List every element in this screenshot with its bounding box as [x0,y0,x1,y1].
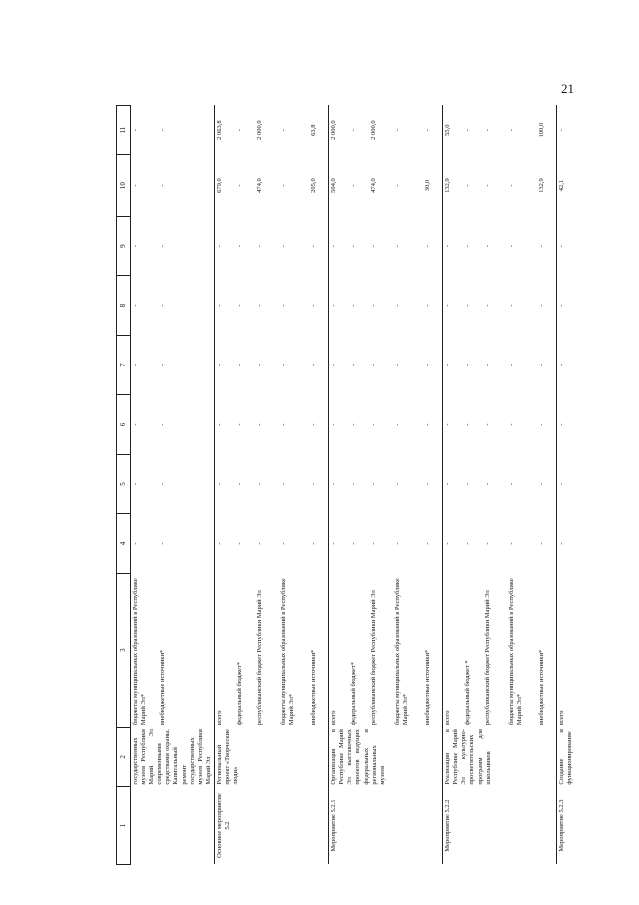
funding-source-cell: бюджеты муниципальных образований в Республике Марий Эл* [507,578,523,726]
value-cell: - [330,304,337,307]
value-cell: 2 000,0 [330,120,337,140]
value-cell: - [507,304,515,307]
value-cell: - [483,423,491,426]
value-cell: - [330,423,337,426]
value-cell: - [393,542,401,545]
budget-table [116,105,597,865]
value-cell: - [483,129,491,132]
value-cell: - [279,363,287,367]
value-cell: - [558,129,565,132]
value-cell: - [131,363,139,367]
value-cell: - [159,304,167,307]
value-cell: 2 000,0 [255,120,263,140]
column-header: 11 [117,106,131,155]
value-cell: - [131,304,139,307]
value-cell: - [483,244,491,248]
value-cell: - [483,482,491,486]
value-cell: - [483,363,491,367]
value-cell: - [349,184,357,187]
value-cell: - [393,482,401,486]
value-cell: - [369,542,377,545]
value-cell: - [393,363,401,367]
value-cell: - [463,423,471,426]
value-cell: - [159,363,167,367]
value-cell: 474,0 [369,178,377,193]
value-cell: - [463,244,471,248]
value-cell: - [423,244,431,248]
value-cell: - [216,244,223,248]
value-cell: - [159,129,167,132]
table-header-row [117,106,131,865]
funding-source-cell: бюджеты муниципальных образований в Республике Марий Эл* [131,578,147,726]
activity-name-cell: Создание и функционирование [558,729,574,785]
value-cell: - [537,542,545,545]
value-cell: - [369,304,377,307]
column-header: 4 [117,514,131,573]
value-cell: - [349,363,357,367]
column-header: 9 [117,216,131,275]
value-cell: - [255,542,263,545]
value-cell: - [279,184,287,187]
funding-source-cell: бюджеты муниципальных образований в Республике Марий Эл* [279,578,295,726]
value-cell: - [216,423,223,426]
value-cell: - [309,482,317,486]
value-cell: - [537,244,545,248]
value-cell: - [423,129,431,132]
table-row [557,106,597,865]
value-cell: - [235,129,243,132]
value-cell: - [159,482,167,486]
value-cell: - [369,482,377,486]
value-cell: - [463,363,471,367]
value-cell: - [131,129,139,132]
activity-name-cell: Реализация в Республике Марий Эл культурно-просветительских программ для школьников [444,729,492,785]
value-cell: - [235,542,243,545]
value-cell: - [235,423,243,426]
value-cell: - [349,244,357,248]
value-cell: 132,9 [537,178,545,193]
value-cell: - [279,482,287,486]
value-cell: - [369,363,377,367]
page-number: 21 [561,81,574,96]
value-cell: - [558,304,565,307]
value-cell: - [349,482,357,486]
value-cell: - [444,423,451,426]
value-cell: - [558,363,565,367]
funding-source-cell: республиканский бюджет Республики Марий Эл [255,590,263,726]
value-cell: - [537,304,545,307]
funding-source-cell: всего [444,710,451,726]
funding-source-cell: внебюджетные источники* [309,649,317,726]
value-cell: - [309,542,317,545]
table-row [329,106,349,865]
value-cell: - [507,482,515,486]
column-header: 6 [117,395,131,454]
value-cell: - [558,423,565,426]
value-cell: - [235,363,243,367]
value-cell: 679,0 [216,178,223,193]
value-cell: - [369,244,377,248]
value-cell: - [309,244,317,248]
value-cell: - [483,184,491,187]
value-cell: - [235,184,243,187]
value-cell: - [423,304,431,307]
activity-name-cell: Организация в Республике Марий Эл выставочных проектов ведущих федеральных и региональных музеев [330,729,386,785]
value-cell: - [159,184,167,187]
value-cell: 100,0 [537,122,545,138]
table-row [443,106,463,865]
value-cell: - [369,423,377,426]
funding-source-cell: республиканский бюджет Республики Марий Эл [369,590,377,726]
value-cell: - [309,304,317,307]
value-cell: - [444,244,451,248]
value-cell: - [349,304,357,307]
value-cell: - [216,304,223,307]
value-cell: - [131,244,139,248]
value-cell: 55,0 [444,124,451,136]
value-cell: - [279,423,287,426]
value-cell: - [444,363,451,367]
value-cell: - [131,184,139,187]
value-cell: - [507,423,515,426]
value-cell: - [131,482,139,486]
column-header: 3 [117,573,131,727]
value-cell: - [463,304,471,307]
value-cell: - [349,129,357,132]
value-cell: - [235,244,243,248]
column-header: 5 [117,454,131,513]
value-cell: - [507,542,515,545]
value-cell: 474,0 [255,178,263,193]
funding-source-cell: всего [330,710,337,726]
value-cell: - [393,304,401,307]
value-cell: - [558,542,565,545]
value-cell: - [423,542,431,545]
value-cell: - [463,184,471,187]
value-cell: - [235,482,243,486]
value-cell: - [255,482,263,486]
funding-source-cell: всего [216,710,223,726]
value-cell: - [393,244,401,248]
activity-code-cell: Мероприятие 5.2.1 [330,799,337,852]
value-cell: - [483,304,491,307]
value-cell: - [330,244,337,248]
value-cell: - [159,244,167,248]
value-cell: - [507,244,515,248]
funding-source-cell: федеральный бюджет* [235,662,243,726]
value-cell: 42,1 [558,179,565,192]
value-cell: - [159,542,167,545]
value-cell: - [483,542,491,545]
value-cell: - [393,129,401,132]
value-cell: - [393,184,401,187]
value-cell: - [309,423,317,426]
value-cell: - [159,423,167,426]
activity-code-cell: Мероприятие 5.2.2 [444,799,451,852]
value-cell: - [216,542,223,545]
value-cell: 63,8 [309,124,317,136]
funding-source-cell: внебюджетные источники* [537,649,545,726]
value-cell: - [216,363,223,367]
funding-source-cell: федеральный бюджет* [349,662,357,726]
value-cell: - [423,423,431,426]
funding-source-cell: бюджеты муниципальных образований в Республике Марий Эл* [393,578,409,726]
value-cell: - [423,363,431,367]
table-row [215,106,235,865]
value-cell: - [444,482,451,486]
value-cell: - [131,423,139,426]
value-cell: - [255,423,263,426]
value-cell: - [349,423,357,426]
activity-code-cell [130,787,214,865]
value-cell: - [507,129,515,132]
funding-source-cell: всего [558,710,565,726]
value-cell: - [216,482,223,486]
value-cell: - [330,482,337,486]
column-header: 10 [117,155,131,217]
value-cell: - [507,184,515,187]
value-cell: - [444,542,451,545]
funding-source-cell: внебюджетные источники* [159,649,167,726]
activity-code-cell: Мероприятие 5.2.3 [558,799,565,852]
value-cell: - [279,304,287,307]
value-cell: - [537,423,545,426]
value-cell: 2 000,0 [369,120,377,140]
value-cell: - [131,542,139,545]
column-header: 8 [117,276,131,335]
value-cell: - [330,363,337,367]
value-cell: - [463,129,471,132]
value-cell: - [423,482,431,486]
column-header: 2 [117,727,131,786]
value-cell: - [330,542,337,545]
value-cell: - [463,542,471,545]
value-cell: 205,0 [309,178,317,193]
column-header: 1 [117,787,131,865]
value-cell: - [558,244,565,248]
value-cell: - [279,244,287,248]
value-cell: 132,9 [444,178,451,193]
activity-code-cell: Основное мероприятие 5.2 [216,793,232,858]
value-cell: - [537,363,545,367]
value-cell: 30,0 [423,179,431,192]
value-cell: - [255,304,263,307]
activity-name-cell: Региональный проект «Творческие люди» [216,729,240,785]
value-cell: - [235,304,243,307]
value-cell: - [558,482,565,486]
value-cell: - [507,363,515,367]
value-cell: - [349,542,357,545]
value-cell: - [279,542,287,545]
value-cell: - [255,244,263,248]
value-cell: 504,0 [330,178,337,193]
value-cell: - [463,482,471,486]
value-cell: - [393,423,401,426]
column-header: 7 [117,335,131,394]
funding-source-cell: республиканский бюджет Республики Марий Эл [483,590,491,726]
value-cell: - [279,129,287,132]
value-cell: - [255,363,263,367]
value-cell: 2 063,8 [216,120,223,140]
value-cell: - [309,363,317,367]
table-row [130,106,158,865]
funding-source-cell: внебюджетные источники* [423,649,431,726]
value-cell: - [537,482,545,486]
value-cell: - [444,304,451,307]
funding-source-cell: федеральный бюджет * [463,660,471,726]
rotated-table-container [116,105,572,865]
activity-name-cell: государственных музеев Республики Марий Эл современными средствами охраны. Капитальный ремонт государственных музеев Республики Марий Эл [131,729,212,785]
